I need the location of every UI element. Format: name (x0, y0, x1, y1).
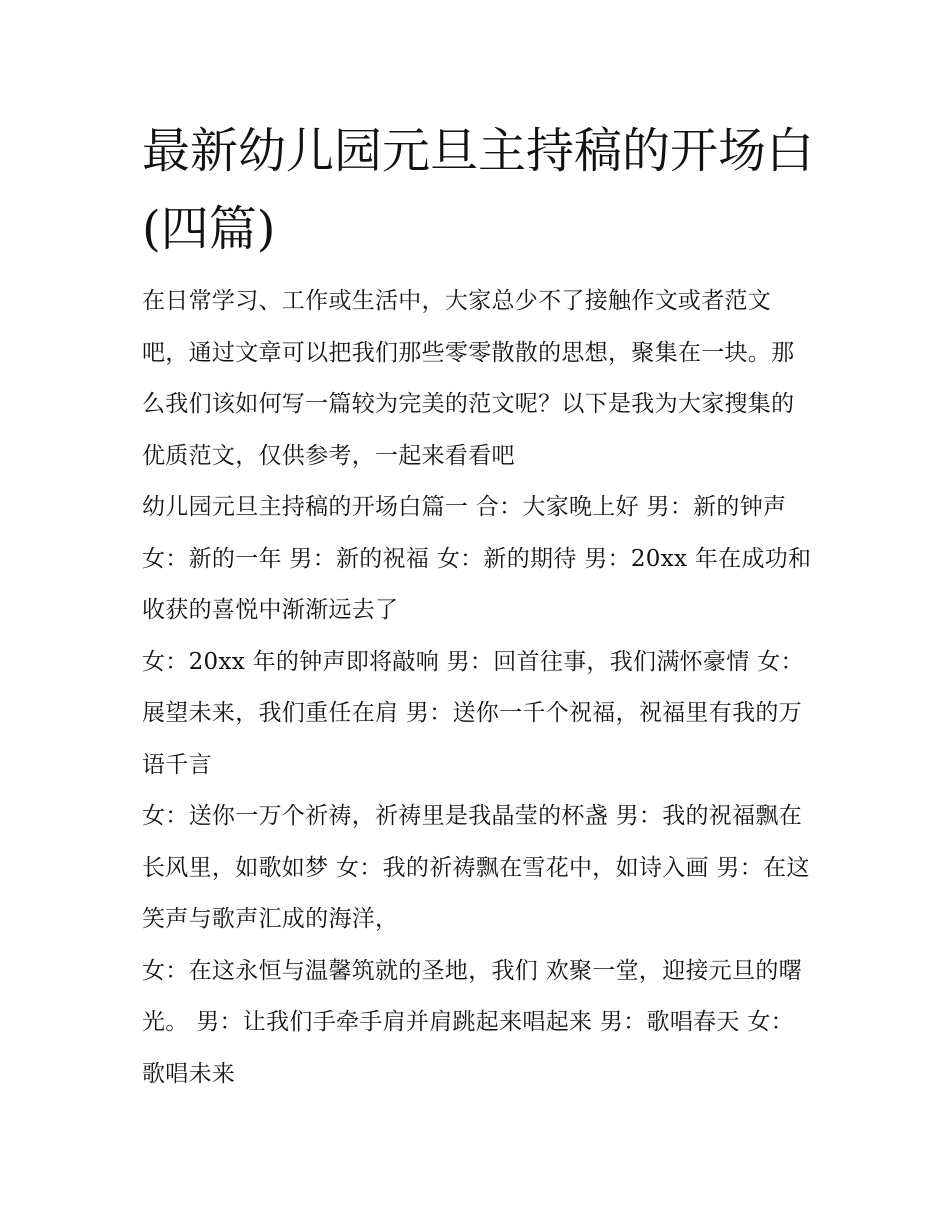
body-paragraph: 女：在这永恒与温馨筑就的圣地，我们 欢聚一堂，迎接元旦的曙光。 男：让我们手牵手肩并肩跳起来唱起来 男：歌唱春天 女：歌唱未来 (142, 957, 803, 1087)
body-paragraph: 幼儿园元旦主持稿的开场白篇一 合：大家晚上好 男：新的钟声 女：新的一年 男：新的祝福 女：新的期待 男：20xx 年在成功和收获的喜悦中渐渐远去了 (142, 494, 812, 623)
body-paragraph: 女：送你一万个祈祷，祈祷里是我晶莹的杯盏 男：我的祝福飘在长风里，如歌如梦 女：我的祈祷飘在雪花中，如诗入画 男：在这笑声与歌声汇成的海洋， (142, 803, 810, 932)
document-title: 最新幼儿园元旦主持稿的开场白(四篇) (142, 123, 815, 257)
body-paragraph: 女：20xx 年的钟声即将敲响 男：回首往事，我们满怀豪情 女：展望未来，我们重任在肩 男：送你一千个祝福，祝福里有我的万语千言 (142, 648, 804, 778)
document-page (142, 112, 814, 1100)
intro-paragraph: 在日常学习、工作或生活中，大家总少不了接触作文或者范文吧，通过文章可以把我们那些零零散散的思想，聚集在一块。那么我们该如何写一篇较为完美的范文呢？以下是我为大家搜集的优质范文，仅供参考，一起来看看吧 (142, 288, 795, 469)
